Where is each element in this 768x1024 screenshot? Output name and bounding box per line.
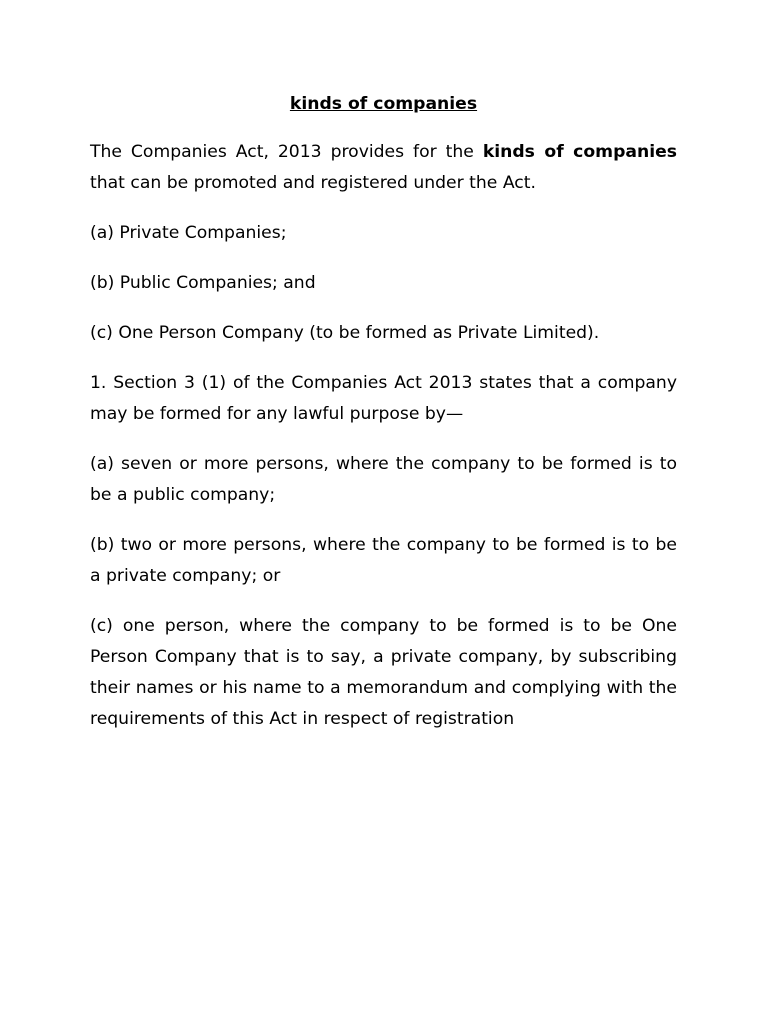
kind-item-public: (b) Public Companies; and: [90, 273, 316, 293]
document-page: [90, 90, 677, 754]
clause-b: (b) two or more persons, where the company to be formed is to be a private company; or: [90, 535, 677, 586]
intro-bold-term: kinds of companies: [482, 142, 677, 162]
clause-c: (c) one person, where the company to be formed is to be One Person Company that is to say, a private company, by subscribing their names or his name to a memorandum and complying with the requirements of this Act in respect of registration: [90, 616, 677, 729]
kind-item-one-person: (c) One Person Company (to be formed as Private Limited).: [90, 323, 600, 343]
clause-a: (a) seven or more persons, where the company to be formed is to be a public company;: [90, 454, 677, 505]
intro-paragraph: [90, 137, 677, 199]
document-title: kinds of companies: [289, 94, 478, 114]
kind-item-private: (a) Private Companies;: [90, 223, 287, 243]
intro-text-end: that can be promoted and registered under the Act.: [90, 173, 536, 193]
intro-text-start: The Companies Act, 2013 provides for the: [90, 142, 483, 162]
section-paragraph: 1. Section 3 (1) of the Companies Act 2013 states that a company may be formed for any lawful purpose by—: [90, 373, 677, 424]
